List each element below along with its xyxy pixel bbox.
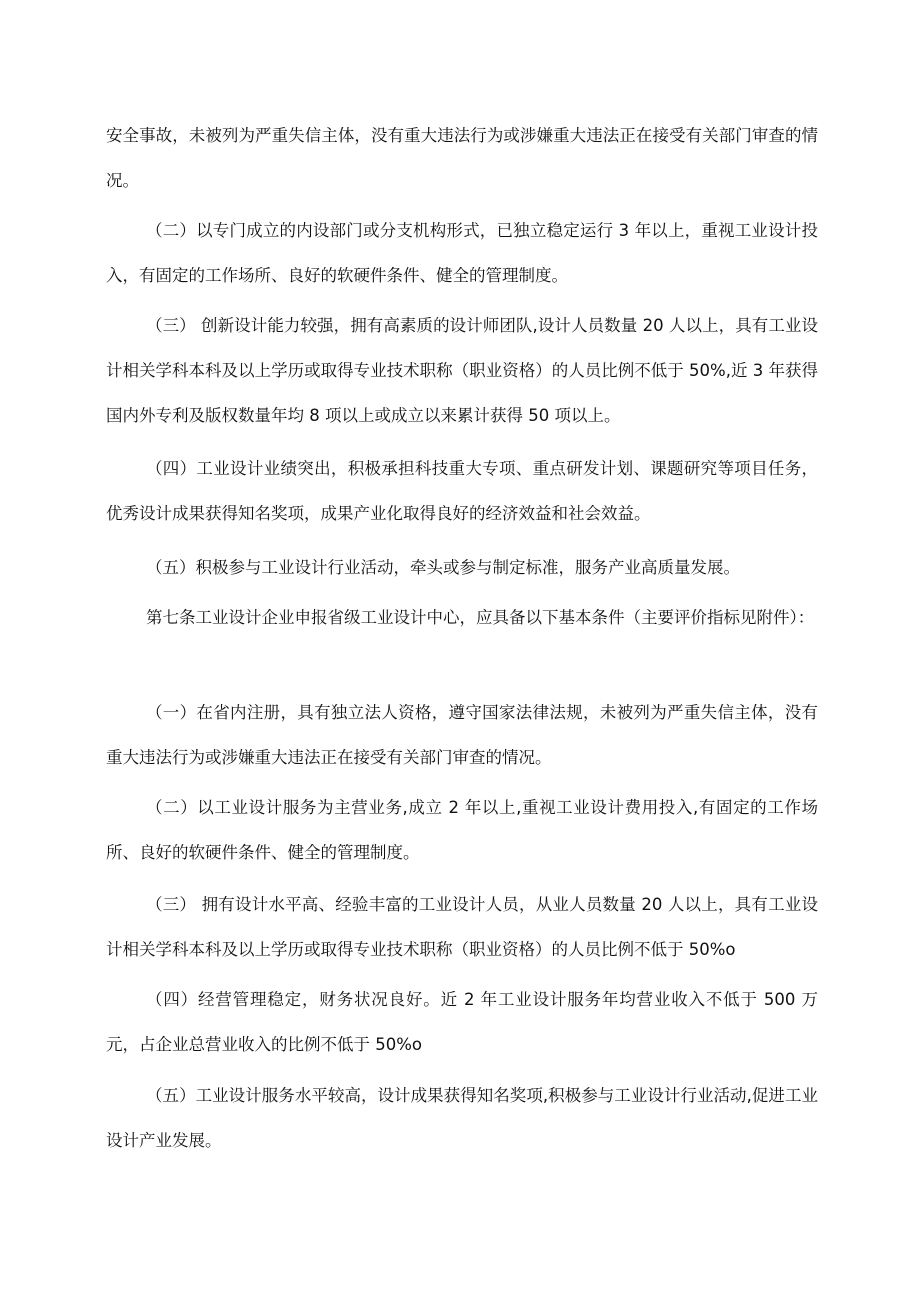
paragraph-7: （一）在省内注册，具有独立法人资格，遵守国家法律法规，未被列为严重失信主体，没有重大违法行为或涉嫌重大违法正在接受有关部门审查的情况。 <box>106 703 818 767</box>
paragraph-9: （三） 拥有设计水平高、经验丰富的工业设计人员，从业人员数量 20 人以上，具有工业设计相关学科本科及以上学历或取得专业技术职称（职业资格）的人员比例不低于 50%o <box>106 895 818 959</box>
paragraph-4: （四）工业设计业绩突出，积极承担科技重大专项、重点研发计划、课题研究等项目任务，优秀设计成果获得知名奖项，成果产业化取得良好的经济效益和社会效益。 <box>106 459 818 523</box>
paragraph-5: （五）积极参与工业设计行业活动，牵头或参与制定标准，服务产业高质量发展。 <box>146 558 740 577</box>
paragraph-3: （三） 创新设计能力较强，拥有高素质的设计师团队,设计人员数量 20 人以上，具有工业设计相关学科本科及以上学历或取得专业技术职称（职业资格）的人员比例不低于 50%,近 3 年获得国内外专利及版权数量年均 8 项以上或成立以来累计获得 50 项以上。 <box>106 316 818 425</box>
paragraph-6: 第七条工业设计企业申报省级工业设计中心，应具备以下基本条件（主要评价指标见附件）： <box>146 608 815 627</box>
paragraph-2: （二）以专门成立的内设部门或分支机构形式，已独立稳定运行 3 年以上，重视工业设计投入，有固定的工作场所、良好的软硬件条件、健全的管理制度。 <box>106 221 818 285</box>
paragraph-1: 安全事故，未被列为严重失信主体，没有重大违法行为或涉嫌重大违法正在接受有关部门审查的情况。 <box>106 126 818 190</box>
paragraph-11: （五）工业设计服务水平较高，设计成果获得知名奖项,积极参与工业设计行业活动,促进工业设计产业发展。 <box>106 1086 818 1150</box>
paragraph-10: （四）经营管理稳定，财务状况良好。近 2 年工业设计服务年均营业收入不低于 500 万元，占企业总营业收入的比例不低于 50%o <box>106 990 818 1054</box>
paragraph-8: （二）以工业设计服务为主营业务,成立 2 年以上,重视工业设计费用投入,有固定的工作场所、良好的软硬件条件、健全的管理制度。 <box>106 798 818 862</box>
